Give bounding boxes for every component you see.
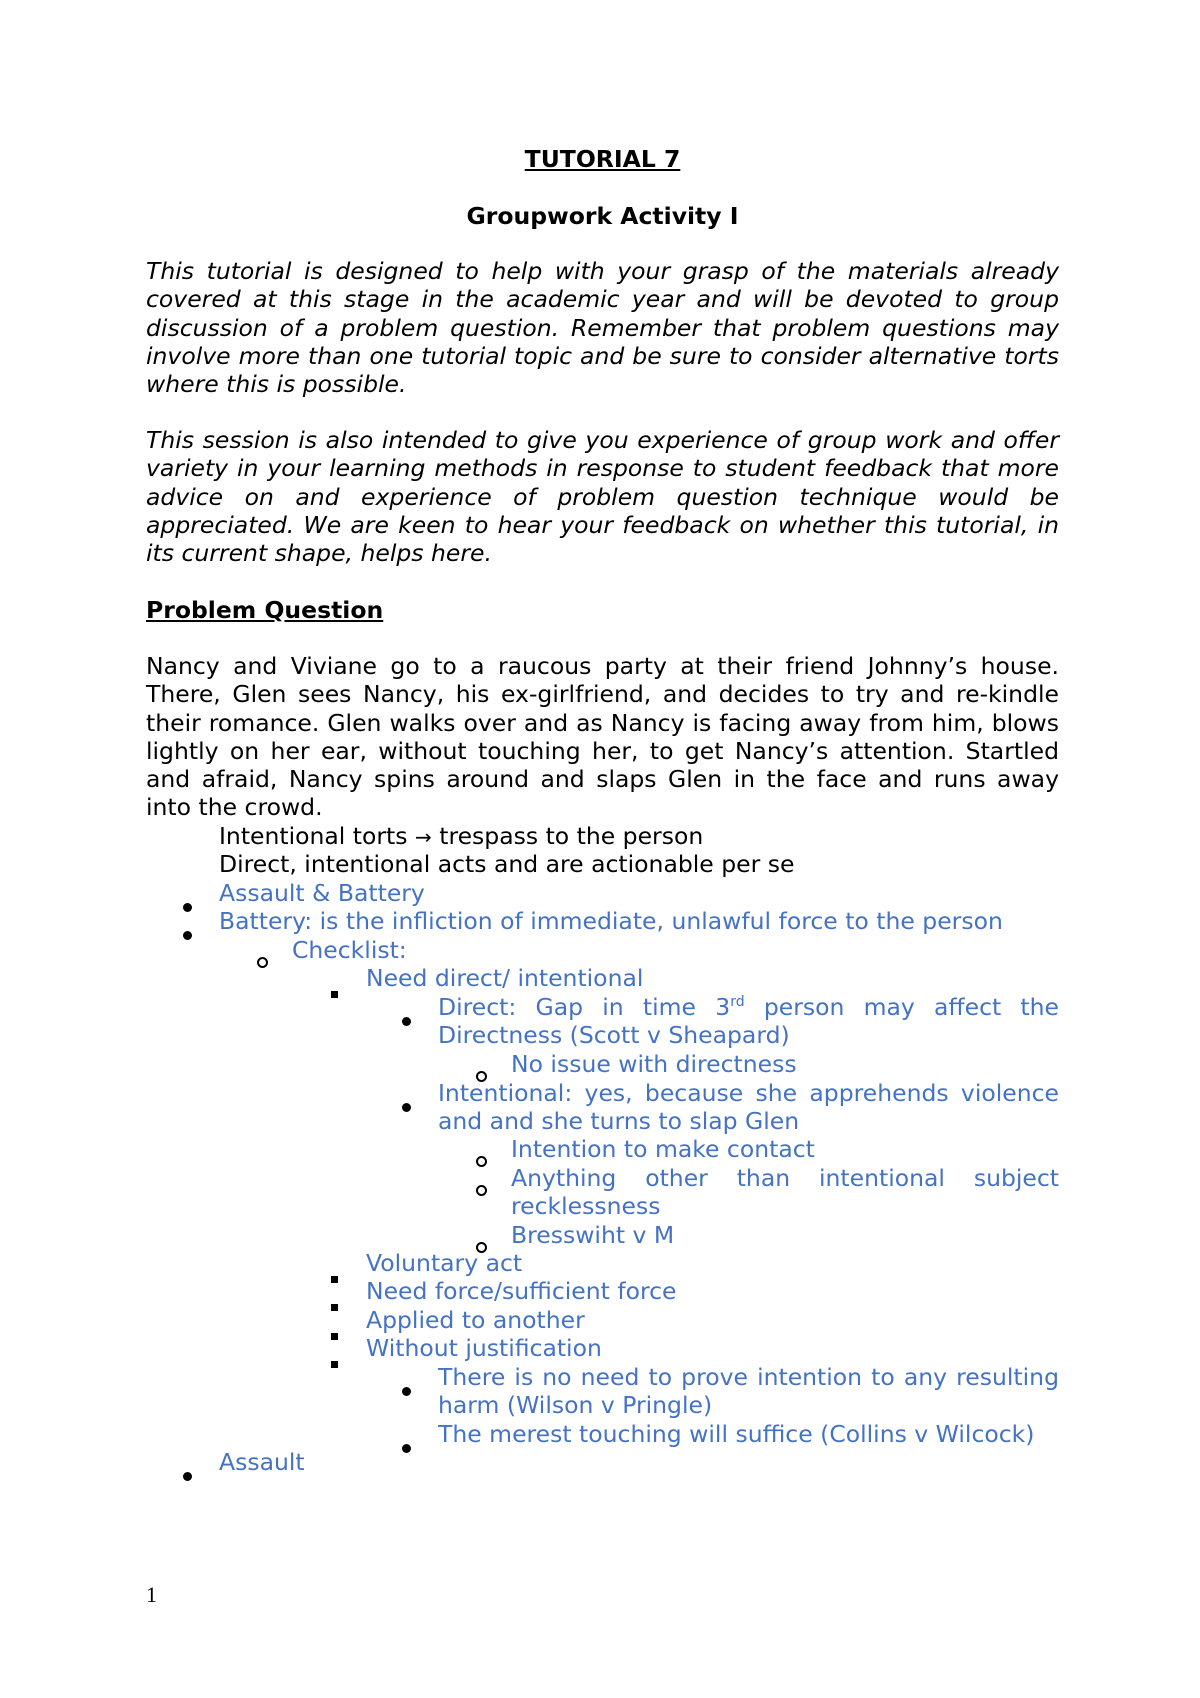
note-intentional-torts xyxy=(219,822,703,851)
list-item-text: Bresswiht v M xyxy=(511,1221,675,1249)
list-item-text: The merest touching will suffice (Collins v Wilcock) xyxy=(438,1420,1035,1448)
arrow-right-icon: → xyxy=(415,825,432,849)
list-item-text: Need force/sufficient force xyxy=(366,1277,677,1305)
list-item xyxy=(511,1221,674,1249)
list-item-text: No issue with directness xyxy=(511,1050,797,1078)
list-item-text: Direct: Gap in time 3 xyxy=(438,993,731,1021)
list-item xyxy=(511,1050,797,1078)
list-item-text: Voluntary act xyxy=(366,1249,523,1277)
list-item xyxy=(438,1079,1059,1136)
bullet-icon xyxy=(402,1090,411,1118)
bullet-icon xyxy=(402,1374,411,1402)
intro-paragraph: This tutorial is designed to help with your grasp of the materials already covered at this stage in the academic year and will be devoted to group discussion of a problem question. Remember that problem questions may involve more than one tutorial topic and be sure to consider alternative torts where this is possible. xyxy=(146,257,1059,399)
circle-bullet-icon xyxy=(476,1174,487,1202)
list-item xyxy=(438,1420,1034,1448)
list-item-text: Without justification xyxy=(366,1334,602,1362)
square-bullet-icon xyxy=(331,1318,338,1346)
circle-bullet-icon xyxy=(476,1145,487,1173)
circle-bullet-icon xyxy=(257,946,268,974)
intro-paragraph: This session is also intended to give you experience of group work and offer variety in your learning methods in response to student feedback that more advice on and experience of problem question technique would be appreciated. We are keen to hear your feedback on whether this tutorial, in its current shape, helps here. xyxy=(146,426,1059,568)
bullet-icon xyxy=(402,1004,411,1032)
square-bullet-icon xyxy=(331,1261,338,1289)
list-item xyxy=(366,1277,677,1305)
document-title: TUTORIAL 7 xyxy=(524,145,681,173)
list-item xyxy=(366,964,643,992)
bullet-icon xyxy=(402,1431,411,1459)
list-item xyxy=(292,936,407,964)
list-item xyxy=(511,1135,815,1163)
problem-question-heading: Problem Question xyxy=(146,596,384,624)
list-item-text: person may affect the Directness (Scott v Sheapard) xyxy=(438,993,1059,1050)
list-item-text: Need direct/ intentional xyxy=(366,964,644,992)
list-item xyxy=(219,907,1003,935)
list-item xyxy=(219,1448,305,1476)
bullet-icon xyxy=(183,918,192,946)
bullet-icon xyxy=(183,1459,192,1487)
list-item xyxy=(511,1164,1059,1221)
square-bullet-icon xyxy=(331,976,338,1004)
square-bullet-icon xyxy=(331,1289,338,1317)
note-text: Intentional torts xyxy=(219,822,415,850)
list-item-text: Intention to make contact xyxy=(511,1135,815,1163)
list-item-text: Battery: is the infliction of immediate, unlawful force to the person xyxy=(219,907,1003,935)
list-item-text: Assault xyxy=(219,1448,305,1476)
list-item-text: Assault & Battery xyxy=(219,879,425,907)
list-item-text: Intentional: yes, because she apprehends violence and and she turns to slap Glen xyxy=(438,1079,1059,1136)
list-item-text: Checklist: xyxy=(292,936,407,964)
list-item xyxy=(366,1334,602,1362)
scenario-paragraph: Nancy and Viviane go to a raucous party at their friend Johnny’s house. There, Glen sees Nancy, his ex-girlfriend, and decides to try and re-kindle their romance. Glen walks over and as Nancy is facing away from him, blows lightly on her ear, without touching her, to get Nancy’s attention. Startled and afraid, Nancy spins around and slaps Glen in the face and runs away into the crowd. xyxy=(146,652,1059,822)
square-bullet-icon xyxy=(331,1346,338,1374)
note-direct-acts: Direct, intentional acts and are actionable per se xyxy=(219,850,795,878)
list-item xyxy=(219,879,425,907)
bullet-icon xyxy=(183,890,192,918)
note-text: trespass to the person xyxy=(431,822,704,850)
list-item xyxy=(438,993,1059,1050)
list-item xyxy=(438,1363,1059,1420)
list-item-text: There is no need to prove intention to any resulting harm (Wilson v Pringle) xyxy=(438,1363,1059,1420)
list-item-text: Applied to another xyxy=(366,1306,585,1334)
list-item xyxy=(366,1249,522,1277)
list-item-text: Anything other than intentional subject recklessness xyxy=(511,1164,1059,1221)
superscript: rd xyxy=(730,994,745,1011)
document-subtitle: Groupwork Activity I xyxy=(466,202,739,230)
page-number: 1 xyxy=(146,1582,157,1607)
list-item xyxy=(366,1306,585,1334)
